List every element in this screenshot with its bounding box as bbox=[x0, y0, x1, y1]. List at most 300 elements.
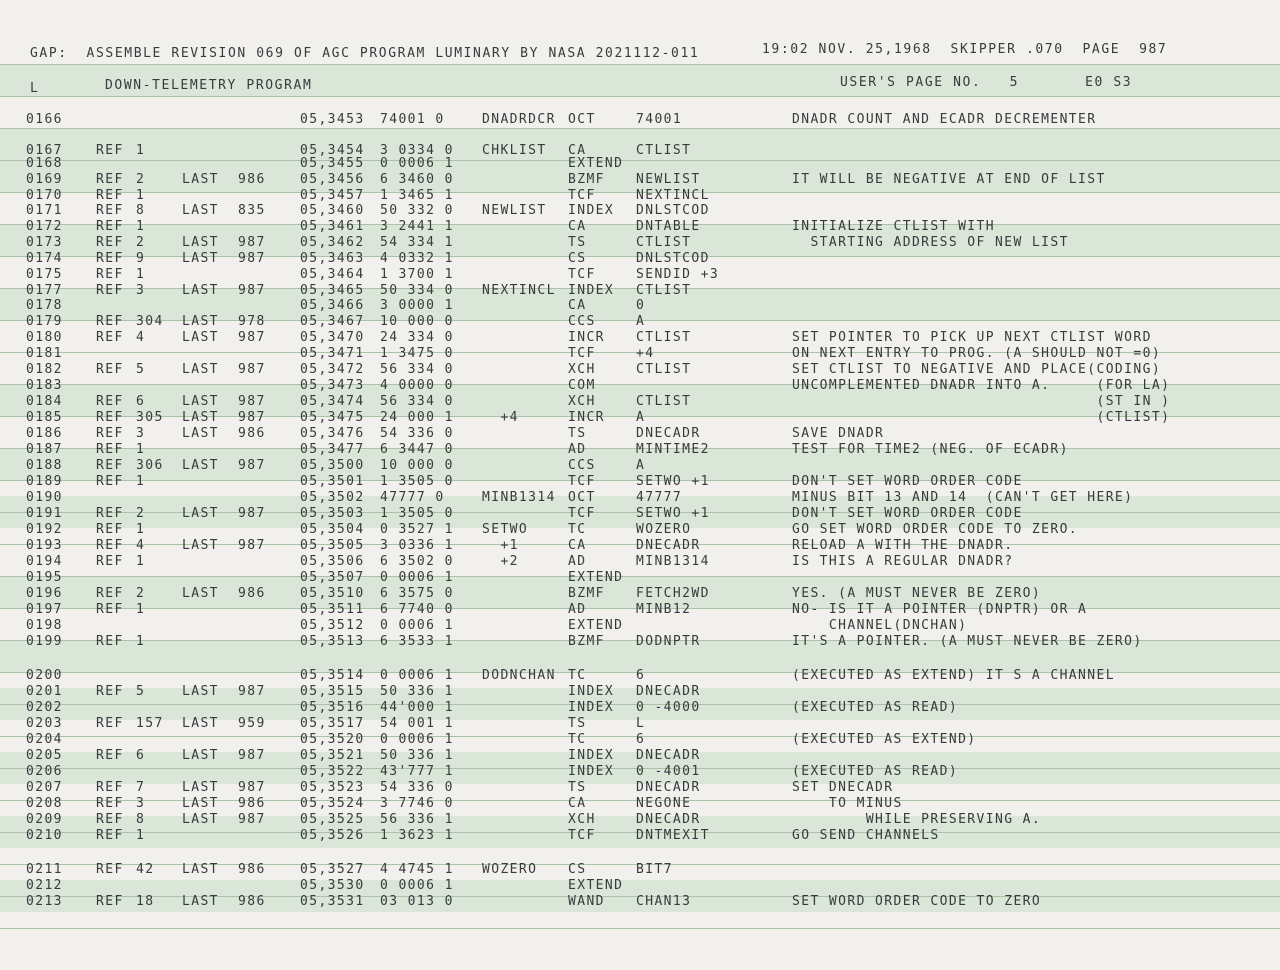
operand: SETWO +1 bbox=[636, 474, 710, 489]
address: 05,3531 bbox=[300, 894, 365, 909]
ref-keyword: REF bbox=[96, 716, 124, 731]
sequence-number: 0172 bbox=[26, 219, 63, 234]
object-code: 74001 0 bbox=[380, 112, 445, 127]
symbol-label: +2 bbox=[482, 554, 519, 569]
comment: (EXECUTED AS EXTEND) IT S A CHANNEL bbox=[792, 668, 1115, 683]
operand: DNTABLE bbox=[636, 219, 701, 234]
last-keyword: LAST bbox=[182, 684, 219, 699]
opcode: BZMF bbox=[568, 172, 605, 187]
ref-keyword: REF bbox=[96, 586, 124, 601]
listing-line bbox=[0, 586, 1280, 602]
comment: TO MINUS bbox=[792, 796, 903, 811]
object-code: 0 3527 1 bbox=[380, 522, 454, 537]
operand: A bbox=[636, 314, 646, 329]
ref-keyword: REF bbox=[96, 330, 124, 345]
object-code: 0 0006 1 bbox=[380, 878, 454, 893]
operand: A bbox=[636, 410, 646, 425]
last-page: 987 bbox=[238, 458, 266, 473]
last-keyword: LAST bbox=[182, 172, 219, 187]
ref-count: 7 bbox=[136, 780, 146, 795]
listing-line bbox=[0, 570, 1280, 586]
last-page: 959 bbox=[238, 716, 266, 731]
object-code: 6 3533 1 bbox=[380, 634, 454, 649]
ref-count: 5 bbox=[136, 684, 146, 699]
comment: MINUS BIT 13 AND 14 (CAN'T GET HERE) bbox=[792, 490, 1134, 505]
operand: DNECADR bbox=[636, 684, 701, 699]
opcode: XCH bbox=[568, 394, 596, 409]
comment: IS THIS A REGULAR DNADR? bbox=[792, 554, 1014, 569]
opcode: EXTEND bbox=[568, 878, 624, 893]
listing-line bbox=[0, 634, 1280, 650]
address: 05,3505 bbox=[300, 538, 365, 553]
operand: A bbox=[636, 458, 646, 473]
listing-line bbox=[0, 780, 1280, 796]
sequence-number: 0185 bbox=[26, 410, 63, 425]
object-code: 44'000 1 bbox=[380, 700, 454, 715]
last-keyword: LAST bbox=[182, 203, 219, 218]
address: 05,3523 bbox=[300, 780, 365, 795]
last-page: 978 bbox=[238, 314, 266, 329]
ref-keyword: REF bbox=[96, 235, 124, 250]
ref-keyword: REF bbox=[96, 862, 124, 877]
ref-count: 306 bbox=[136, 458, 164, 473]
object-code: 50 336 1 bbox=[380, 748, 454, 763]
listing-line bbox=[0, 554, 1280, 570]
sequence-number: 0189 bbox=[26, 474, 63, 489]
ref-count: 4 bbox=[136, 330, 146, 345]
opcode: AD bbox=[568, 602, 587, 617]
address: 05,3460 bbox=[300, 203, 365, 218]
operand: DNLSTCOD bbox=[636, 203, 710, 218]
ref-keyword: REF bbox=[96, 426, 124, 441]
last-page: 987 bbox=[238, 410, 266, 425]
sequence-number: 0175 bbox=[26, 267, 63, 282]
symbol-label: WOZERO bbox=[482, 862, 538, 877]
ref-keyword: REF bbox=[96, 362, 124, 377]
sequence-number: 0167 bbox=[26, 143, 63, 158]
ref-count: 1 bbox=[136, 219, 146, 234]
address: 05,3515 bbox=[300, 684, 365, 699]
comment: SET DNECADR bbox=[792, 780, 894, 795]
address: 05,3522 bbox=[300, 764, 365, 779]
opcode: OCT bbox=[568, 490, 596, 505]
last-page: 987 bbox=[238, 235, 266, 250]
opcode: COM bbox=[568, 378, 596, 393]
operand: 6 bbox=[636, 732, 646, 747]
listing-line bbox=[0, 267, 1280, 283]
operand: SETWO +1 bbox=[636, 506, 710, 521]
object-code: 1 3465 1 bbox=[380, 188, 454, 203]
opcode: INDEX bbox=[568, 748, 615, 763]
opcode: XCH bbox=[568, 362, 596, 377]
listing-line bbox=[0, 251, 1280, 267]
ref-count: 1 bbox=[136, 602, 146, 617]
ref-count: 3 bbox=[136, 426, 146, 441]
operand: BIT7 bbox=[636, 862, 673, 877]
last-page: 986 bbox=[238, 862, 266, 877]
operand: DNECADR bbox=[636, 426, 701, 441]
symbol-label: CHKLIST bbox=[482, 143, 547, 158]
listing-line bbox=[0, 700, 1280, 716]
last-keyword: LAST bbox=[182, 362, 219, 377]
ref-count: 2 bbox=[136, 586, 146, 601]
ref-keyword: REF bbox=[96, 812, 124, 827]
header-timestamp-page: 19:02 NOV. 25,1968 SKIPPER .070 PAGE 987 bbox=[762, 42, 1168, 57]
opcode: EXTEND bbox=[568, 156, 624, 171]
header-user-page: USER'S PAGE NO. 5 E0 S3 bbox=[840, 75, 1133, 90]
sequence-number: 0180 bbox=[26, 330, 63, 345]
opcode: OCT bbox=[568, 112, 596, 127]
operand: WOZERO bbox=[636, 522, 692, 537]
object-code: 6 3575 0 bbox=[380, 586, 454, 601]
ref-keyword: REF bbox=[96, 442, 124, 457]
ref-count: 6 bbox=[136, 394, 146, 409]
listing-line bbox=[0, 394, 1280, 410]
address: 05,3472 bbox=[300, 362, 365, 377]
comment: (EXECUTED AS READ) bbox=[792, 700, 959, 715]
sequence-number: 0192 bbox=[26, 522, 63, 537]
sequence-number: 0196 bbox=[26, 586, 63, 601]
operand: CHAN13 bbox=[636, 894, 692, 909]
object-code: 43'777 1 bbox=[380, 764, 454, 779]
comment: (ST IN ) bbox=[792, 394, 1171, 409]
opcode: CS bbox=[568, 251, 587, 266]
address: 05,3477 bbox=[300, 442, 365, 457]
object-code: 4 0000 0 bbox=[380, 378, 454, 393]
address: 05,3530 bbox=[300, 878, 365, 893]
symbol-label: DNADRDCR bbox=[482, 112, 556, 127]
last-keyword: LAST bbox=[182, 283, 219, 298]
ref-keyword: REF bbox=[96, 143, 124, 158]
last-page: 987 bbox=[238, 684, 266, 699]
address: 05,3526 bbox=[300, 828, 365, 843]
opcode: BZMF bbox=[568, 586, 605, 601]
symbol-label: +1 bbox=[482, 538, 519, 553]
opcode: TCF bbox=[568, 267, 596, 282]
ref-keyword: REF bbox=[96, 796, 124, 811]
opcode: INCR bbox=[568, 330, 605, 345]
comment: TEST FOR TIME2 (NEG. OF ECADR) bbox=[792, 442, 1069, 457]
last-page: 987 bbox=[238, 538, 266, 553]
operand: 74001 bbox=[636, 112, 683, 127]
ref-count: 1 bbox=[136, 554, 146, 569]
sequence-number: 0206 bbox=[26, 764, 63, 779]
last-page: 987 bbox=[238, 283, 266, 298]
comment: DNADR COUNT AND ECADR DECREMENTER bbox=[792, 112, 1097, 127]
address: 05,3527 bbox=[300, 862, 365, 877]
address: 05,3510 bbox=[300, 586, 365, 601]
operand: DNTMEXIT bbox=[636, 828, 710, 843]
last-keyword: LAST bbox=[182, 780, 219, 795]
object-code: 3 0334 0 bbox=[380, 143, 454, 158]
sequence-number: 0187 bbox=[26, 442, 63, 457]
object-code: 6 3447 0 bbox=[380, 442, 454, 457]
opcode: TCF bbox=[568, 188, 596, 203]
listing-line bbox=[0, 764, 1280, 780]
address: 05,3467 bbox=[300, 314, 365, 329]
address: 05,3463 bbox=[300, 251, 365, 266]
comment: CHANNEL(DNCHAN) bbox=[792, 618, 968, 633]
ref-count: 1 bbox=[136, 634, 146, 649]
opcode: TC bbox=[568, 732, 587, 747]
address: 05,3462 bbox=[300, 235, 365, 250]
sequence-number: 0177 bbox=[26, 283, 63, 298]
listing-line bbox=[0, 442, 1280, 458]
opcode: EXTEND bbox=[568, 618, 624, 633]
sequence-number: 0193 bbox=[26, 538, 63, 553]
sequence-number: 0199 bbox=[26, 634, 63, 649]
symbol-label: NEWLIST bbox=[482, 203, 547, 218]
object-code: 1 3700 1 bbox=[380, 267, 454, 282]
opcode: CA bbox=[568, 219, 587, 234]
address: 05,3502 bbox=[300, 490, 365, 505]
address: 05,3514 bbox=[300, 668, 365, 683]
object-code: 24 000 1 bbox=[380, 410, 454, 425]
ref-count: 1 bbox=[136, 143, 146, 158]
object-code: 56 334 0 bbox=[380, 394, 454, 409]
object-code: 6 3502 0 bbox=[380, 554, 454, 569]
address: 05,3516 bbox=[300, 700, 365, 715]
comment: ON NEXT ENTRY TO PROG. (A SHOULD NOT =0) bbox=[792, 346, 1162, 361]
sequence-number: 0179 bbox=[26, 314, 63, 329]
listing-line bbox=[0, 602, 1280, 618]
symbol-label: DODNCHAN bbox=[482, 668, 556, 683]
object-code: 1 3623 1 bbox=[380, 828, 454, 843]
last-page: 987 bbox=[238, 251, 266, 266]
address: 05,3507 bbox=[300, 570, 365, 585]
object-code: 6 7740 0 bbox=[380, 602, 454, 617]
listing-line bbox=[0, 522, 1280, 538]
ref-count: 6 bbox=[136, 748, 146, 763]
listing-line bbox=[0, 346, 1280, 362]
address: 05,3466 bbox=[300, 298, 365, 313]
ref-keyword: REF bbox=[96, 410, 124, 425]
listing-line bbox=[0, 878, 1280, 894]
listing-line bbox=[0, 235, 1280, 251]
comment: GO SET WORD ORDER CODE TO ZERO. bbox=[792, 522, 1079, 537]
header-column-marker: L bbox=[30, 81, 40, 96]
sequence-number: 0209 bbox=[26, 812, 63, 827]
sequence-number: 0182 bbox=[26, 362, 63, 377]
operand: NEWLIST bbox=[636, 172, 701, 187]
operand: CTLIST bbox=[636, 235, 692, 250]
address: 05,3511 bbox=[300, 602, 365, 617]
operand: L bbox=[636, 716, 646, 731]
ref-count: 1 bbox=[136, 267, 146, 282]
sequence-number: 0186 bbox=[26, 426, 63, 441]
object-code: 56 334 0 bbox=[380, 362, 454, 377]
opcode: XCH bbox=[568, 812, 596, 827]
ref-keyword: REF bbox=[96, 267, 124, 282]
comment: STARTING ADDRESS OF NEW LIST bbox=[792, 235, 1069, 250]
operand: DNECADR bbox=[636, 780, 701, 795]
sequence-number: 0191 bbox=[26, 506, 63, 521]
operand: DNLSTCOD bbox=[636, 251, 710, 266]
address: 05,3513 bbox=[300, 634, 365, 649]
opcode: TCF bbox=[568, 506, 596, 521]
ref-keyword: REF bbox=[96, 780, 124, 795]
sequence-number: 0184 bbox=[26, 394, 63, 409]
last-keyword: LAST bbox=[182, 314, 219, 329]
ref-keyword: REF bbox=[96, 634, 124, 649]
object-code: 54 001 1 bbox=[380, 716, 454, 731]
address: 05,3465 bbox=[300, 283, 365, 298]
operand: SENDID +3 bbox=[636, 267, 720, 282]
paper-rule bbox=[0, 96, 1280, 97]
object-code: 24 334 0 bbox=[380, 330, 454, 345]
comment: SET WORD ORDER CODE TO ZERO bbox=[792, 894, 1042, 909]
opcode: EXTEND bbox=[568, 570, 624, 585]
sequence-number: 0190 bbox=[26, 490, 63, 505]
last-page: 987 bbox=[238, 812, 266, 827]
last-page: 987 bbox=[238, 506, 266, 521]
opcode: CA bbox=[568, 143, 587, 158]
symbol-label: +4 bbox=[482, 410, 519, 425]
operand: CTLIST bbox=[636, 283, 692, 298]
listing-line bbox=[0, 426, 1280, 442]
ref-count: 8 bbox=[136, 203, 146, 218]
last-keyword: LAST bbox=[182, 330, 219, 345]
object-code: 1 3505 0 bbox=[380, 506, 454, 521]
listing-line bbox=[0, 894, 1280, 910]
sequence-number: 0183 bbox=[26, 378, 63, 393]
sequence-number: 0166 bbox=[26, 112, 63, 127]
object-code: 3 7746 0 bbox=[380, 796, 454, 811]
opcode: TCF bbox=[568, 828, 596, 843]
object-code: 54 336 0 bbox=[380, 426, 454, 441]
listing-line bbox=[0, 112, 1280, 128]
last-keyword: LAST bbox=[182, 394, 219, 409]
operand: DNECADR bbox=[636, 538, 701, 553]
operand: +4 bbox=[636, 346, 655, 361]
opcode: TS bbox=[568, 716, 587, 731]
listing-line bbox=[0, 490, 1280, 506]
object-code: 56 336 1 bbox=[380, 812, 454, 827]
last-page: 986 bbox=[238, 426, 266, 441]
comment: DON'T SET WORD ORDER CODE bbox=[792, 506, 1023, 521]
comment: IT'S A POINTER. (A MUST NEVER BE ZERO) bbox=[792, 634, 1143, 649]
address: 05,3457 bbox=[300, 188, 365, 203]
symbol-label: SETWO bbox=[482, 522, 529, 537]
sequence-number: 0211 bbox=[26, 862, 63, 877]
listing-line bbox=[0, 506, 1280, 522]
address: 05,3525 bbox=[300, 812, 365, 827]
listing-line bbox=[0, 458, 1280, 474]
address: 05,3520 bbox=[300, 732, 365, 747]
last-keyword: LAST bbox=[182, 426, 219, 441]
ref-count: 3 bbox=[136, 283, 146, 298]
opcode: WAND bbox=[568, 894, 605, 909]
ref-keyword: REF bbox=[96, 602, 124, 617]
ref-keyword: REF bbox=[96, 684, 124, 699]
ref-keyword: REF bbox=[96, 474, 124, 489]
address: 05,3464 bbox=[300, 267, 365, 282]
ref-count: 157 bbox=[136, 716, 164, 731]
object-code: 0 0006 1 bbox=[380, 570, 454, 585]
sequence-number: 0169 bbox=[26, 172, 63, 187]
operand: NEGONE bbox=[636, 796, 692, 811]
ref-keyword: REF bbox=[96, 251, 124, 266]
last-page: 987 bbox=[238, 748, 266, 763]
last-page: 986 bbox=[238, 172, 266, 187]
operand: 47777 bbox=[636, 490, 683, 505]
sequence-number: 0178 bbox=[26, 298, 63, 313]
listing-line bbox=[0, 298, 1280, 314]
last-keyword: LAST bbox=[182, 506, 219, 521]
object-code: 0 0006 1 bbox=[380, 732, 454, 747]
ref-keyword: REF bbox=[96, 188, 124, 203]
operand: DODNPTR bbox=[636, 634, 701, 649]
object-code: 54 336 0 bbox=[380, 780, 454, 795]
ref-count: 8 bbox=[136, 812, 146, 827]
sequence-number: 0168 bbox=[26, 156, 63, 171]
address: 05,3476 bbox=[300, 426, 365, 441]
address: 05,3524 bbox=[300, 796, 365, 811]
listing-line bbox=[0, 618, 1280, 634]
comment: (EXECUTED AS READ) bbox=[792, 764, 959, 779]
address: 05,3500 bbox=[300, 458, 365, 473]
address: 05,3506 bbox=[300, 554, 365, 569]
ref-count: 2 bbox=[136, 506, 146, 521]
last-keyword: LAST bbox=[182, 894, 219, 909]
ref-keyword: REF bbox=[96, 554, 124, 569]
operand: CTLIST bbox=[636, 394, 692, 409]
comment: (CTLIST) bbox=[792, 410, 1171, 425]
operand: MINB12 bbox=[636, 602, 692, 617]
ref-count: 1 bbox=[136, 188, 146, 203]
object-code: 1 3505 0 bbox=[380, 474, 454, 489]
sequence-number: 0188 bbox=[26, 458, 63, 473]
sequence-number: 0173 bbox=[26, 235, 63, 250]
address: 05,3521 bbox=[300, 748, 365, 763]
address: 05,3504 bbox=[300, 522, 365, 537]
address: 05,3517 bbox=[300, 716, 365, 731]
sequence-number: 0194 bbox=[26, 554, 63, 569]
address: 05,3470 bbox=[300, 330, 365, 345]
opcode: TC bbox=[568, 522, 587, 537]
last-page: 986 bbox=[238, 796, 266, 811]
opcode: CA bbox=[568, 796, 587, 811]
address: 05,3471 bbox=[300, 346, 365, 361]
last-keyword: LAST bbox=[182, 235, 219, 250]
ref-count: 1 bbox=[136, 474, 146, 489]
operand: DNECADR bbox=[636, 748, 701, 763]
ref-count: 42 bbox=[136, 862, 155, 877]
ref-keyword: REF bbox=[96, 538, 124, 553]
opcode: BZMF bbox=[568, 634, 605, 649]
last-keyword: LAST bbox=[182, 538, 219, 553]
opcode: INDEX bbox=[568, 764, 615, 779]
object-code: 6 3460 0 bbox=[380, 172, 454, 187]
paper-rule bbox=[0, 128, 1280, 129]
last-keyword: LAST bbox=[182, 812, 219, 827]
comment: (EXECUTED AS EXTEND) bbox=[792, 732, 977, 747]
comment: SAVE DNADR bbox=[792, 426, 885, 441]
opcode: TCF bbox=[568, 474, 596, 489]
object-code: 0 0006 1 bbox=[380, 668, 454, 683]
ref-count: 9 bbox=[136, 251, 146, 266]
symbol-label: MINB1314 bbox=[482, 490, 556, 505]
operand: NEXTINCL bbox=[636, 188, 710, 203]
opcode: CS bbox=[568, 862, 587, 877]
ref-count: 305 bbox=[136, 410, 164, 425]
opcode: AD bbox=[568, 442, 587, 457]
comment: IT WILL BE NEGATIVE AT END OF LIST bbox=[792, 172, 1106, 187]
listing-line bbox=[0, 362, 1280, 378]
last-page: 986 bbox=[238, 894, 266, 909]
object-code: 47777 0 bbox=[380, 490, 445, 505]
listing-line bbox=[0, 668, 1280, 684]
